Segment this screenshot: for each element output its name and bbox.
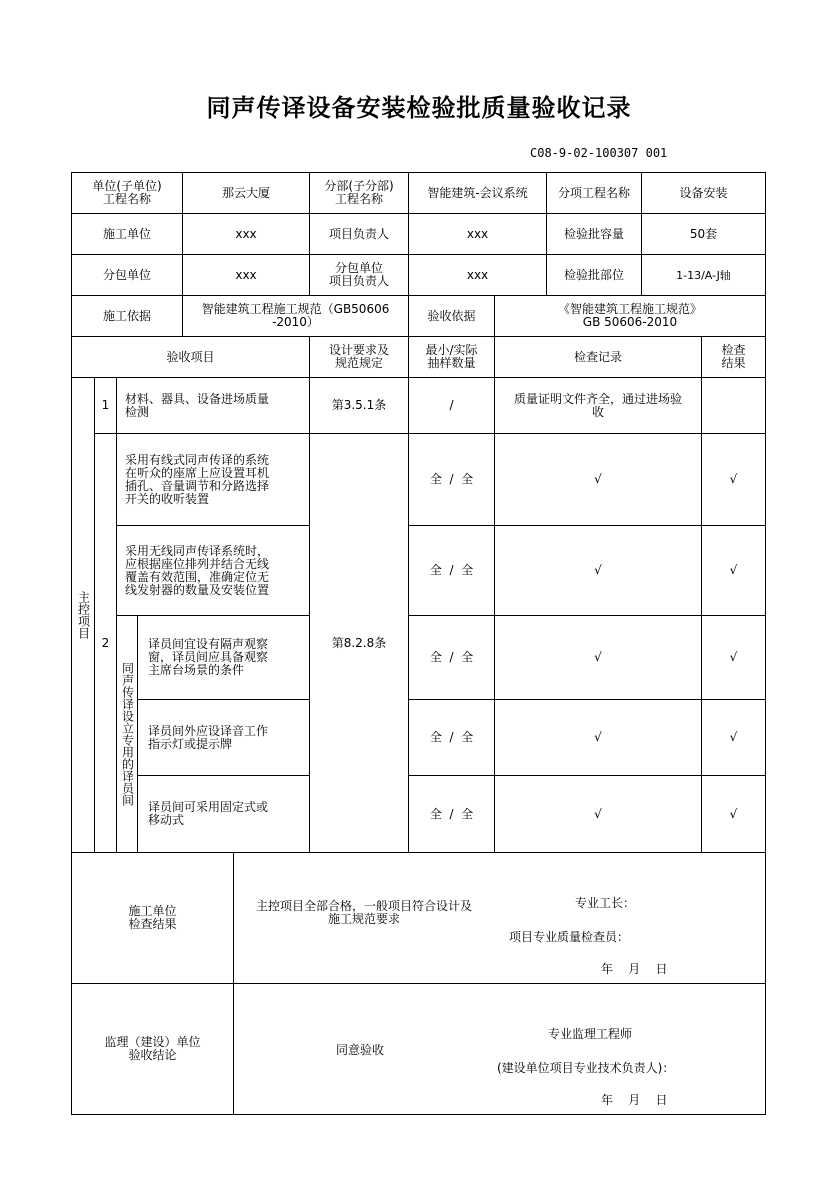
acceptance-basis-value: 《智能建筑工程施工规范》 GB 50606-2010 xyxy=(557,302,702,329)
item-name-value: 设备安装 xyxy=(679,185,728,200)
row-2d-sample: 全 / 全 xyxy=(429,730,474,744)
col-inspection-result: 检查 结果 xyxy=(721,343,746,370)
row-2c-result: √ xyxy=(729,650,738,664)
builder-check-label: 施工单位 检查结果 xyxy=(128,904,177,931)
construction-basis-label: 施工依据 xyxy=(102,308,151,323)
row-2e-sample: 全 / 全 xyxy=(429,806,474,821)
location-value: 1-13/A-J轴 xyxy=(676,268,731,282)
construction-basis-value: 智能建筑工程施工规范（GB50606 -2010） xyxy=(201,302,390,329)
subcontractor-label: 分包单位 xyxy=(102,267,151,282)
row-2a-sample: 全 / 全 xyxy=(429,472,474,486)
project-manager-label: 项目负责人 xyxy=(328,226,389,241)
acceptance-basis-label: 验收依据 xyxy=(427,308,476,323)
foreman-signature-label: 专业工长： xyxy=(575,896,636,910)
main-control-label: 主控项目 xyxy=(76,591,91,639)
item-name-label: 分项工程名称 xyxy=(557,185,630,200)
col-inspection-record: 检查记录 xyxy=(573,349,622,364)
row-2c-item: 译员间宜设有隔声观察 窗，译员间应具备观察 主席台场景的条件 xyxy=(148,637,269,677)
row-2b-item: 采用无线同声传译系统时， 应根据座位排列并结合无线 覆盖有效范围，准确定位无 线发射器的数量及安装位置 xyxy=(125,543,270,597)
location-label: 检验批部位 xyxy=(563,267,624,282)
row-2b-result: √ xyxy=(729,563,738,577)
row-2c-sample: 全 / 全 xyxy=(429,650,474,664)
supervisor-conclusion-content: 同意验收 xyxy=(335,1042,384,1057)
builder-check-date: 年 月 日 xyxy=(601,962,668,976)
builder-check-content: 主控项目全部合格，一般项目符合设计及 施工规范要求 xyxy=(255,899,472,926)
capacity-value: 50套 xyxy=(689,226,718,241)
col-design-requirement: 设计要求及 规范规定 xyxy=(328,343,389,370)
supervisor-conclusion-label: 监理（建设）单位 验收结论 xyxy=(104,1035,201,1062)
row-1-sample: / xyxy=(449,398,454,412)
row-1-number: 1 xyxy=(101,398,110,412)
row-2e-item: 译员间可采用固定式或 移动式 xyxy=(148,800,269,827)
row-1-item: 材料、器具、设备进场质量 检测 xyxy=(125,391,270,419)
row-2a-record: √ xyxy=(594,472,602,486)
row-1-result xyxy=(702,378,765,433)
row-2b-sample: 全 / 全 xyxy=(429,563,474,577)
col-sample-quantity: 最小/实际 抽样数量 xyxy=(425,343,478,370)
interpreter-room-group-label: 同声传译设立专用的译员间 xyxy=(120,662,135,806)
row-2d-record: √ xyxy=(594,730,602,744)
unit-name-value: 那云大厦 xyxy=(221,185,270,200)
row-2d-item: 译员间外应设译音工作 指示灯或提示牌 xyxy=(148,723,269,751)
row-2a-result: √ xyxy=(729,472,738,486)
row-2c-record: √ xyxy=(594,650,602,664)
capacity-label: 检验批容量 xyxy=(563,226,624,241)
row-2e-record: √ xyxy=(594,806,602,821)
row-2e-result: √ xyxy=(729,806,738,821)
subdivision-value: 智能建筑-会议系统 xyxy=(427,185,528,200)
subcontractor-value: xxx xyxy=(235,267,257,282)
row-1-record: 质量证明文件齐全，通过进场验 收 xyxy=(513,391,682,419)
builder-label: 施工单位 xyxy=(102,226,151,241)
row-2d-result: √ xyxy=(729,730,738,744)
builder-value: xxx xyxy=(235,226,257,241)
quality-inspector-signature-label: 项目专业质量检查员： xyxy=(509,930,630,944)
owner-technical-lead-label: (建设单位项目专业技术负责人)： xyxy=(497,1061,675,1075)
sub-manager-value: xxx xyxy=(466,267,489,282)
row-2a-item: 采用有线式同声传译的系统 在听众的座席上应设置耳机 插孔、音量调节和分路选择 开关的收听装置 xyxy=(125,452,270,506)
page-title: 同声传译设备安装检验批质量验收记录 xyxy=(206,94,632,122)
project-manager-value: xxx xyxy=(466,226,489,241)
col-acceptance-item: 验收项目 xyxy=(166,349,215,364)
row-2-number: 2 xyxy=(101,635,110,650)
supervisor-date: 年 月 日 xyxy=(601,1093,668,1107)
document-code: C08-9-02-100307 001 xyxy=(530,146,668,160)
row-2b-record: √ xyxy=(594,563,602,577)
supervising-engineer-label: 专业监理工程师 xyxy=(548,1027,633,1041)
unit-name-label: 单位(子单位) 工程名称 xyxy=(92,179,162,206)
sub-manager-label: 分包单位 项目负责人 xyxy=(328,261,389,288)
row-2-design: 第8.2.8条 xyxy=(331,635,387,650)
subdivision-label: 分部(子分部) 工程名称 xyxy=(324,179,394,206)
row-1-design: 第3.5.1条 xyxy=(331,398,387,412)
